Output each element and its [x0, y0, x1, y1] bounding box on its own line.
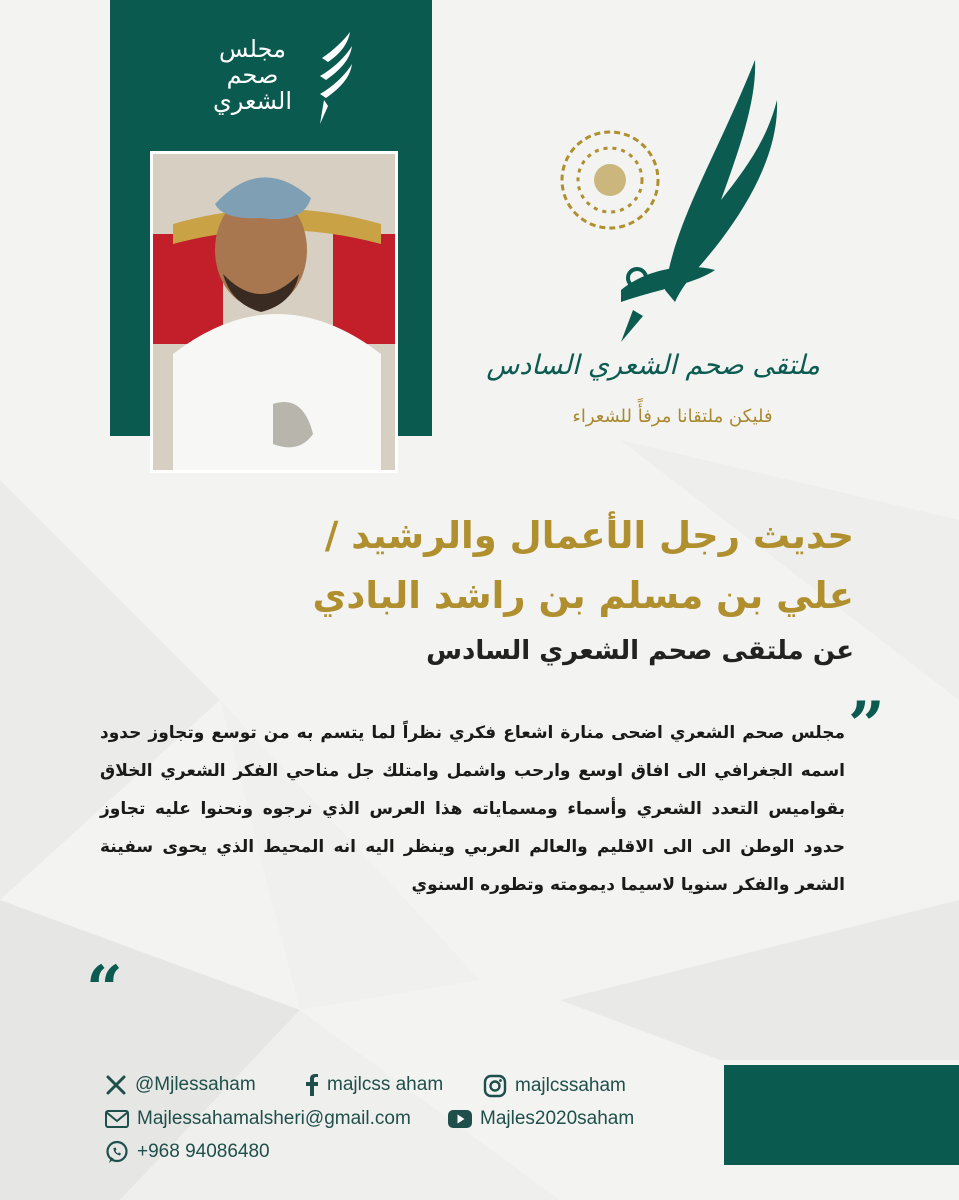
contact-facebook-label: majlcss aham: [327, 1074, 444, 1095]
majlis-logo-text: [190, 36, 315, 114]
majlis-logo-line: مجلس: [219, 35, 286, 63]
heading-title-line2: علي بن مسلم بن راشد البادي: [312, 574, 854, 617]
heading-subtitle: عن ملتقى صحم الشعري السادس: [426, 636, 854, 666]
contact-x[interactable]: [105, 1074, 256, 1096]
contact-whatsapp[interactable]: [105, 1140, 270, 1164]
feather-pen-icon: [316, 28, 356, 128]
event-logo: [486, 40, 825, 440]
contact-facebook[interactable]: [305, 1074, 443, 1096]
contacts: [105, 1074, 705, 1174]
portrait-illustration: [153, 154, 398, 473]
contact-whatsapp-label: +968 94086480: [137, 1141, 270, 1162]
event-name: ملتقى صحم الشعري السادس: [486, 350, 820, 381]
x-logo-icon: [105, 1074, 127, 1096]
contact-instagram-label: majlcssaham: [515, 1075, 626, 1096]
quote-close-icon: “: [86, 952, 123, 1027]
heading-title-line1: حديث رجل الأعمال والرشيد /: [324, 514, 854, 557]
youtube-icon: [448, 1110, 472, 1128]
instagram-icon: [483, 1074, 507, 1098]
contact-x-label: @Mjlessaham: [135, 1074, 256, 1095]
portrait-photo: [150, 151, 398, 473]
majlis-logo-line: صحم: [226, 61, 279, 89]
contact-email-label: Majlessahamalsheri@gmail.com: [137, 1108, 411, 1129]
facebook-icon: [305, 1074, 319, 1096]
email-icon: [105, 1109, 129, 1129]
calligraphy-pen-icon: [525, 40, 825, 350]
majlis-logo: [190, 28, 360, 138]
contact-email[interactable]: [105, 1108, 411, 1130]
majlis-logo-line: الشعري: [213, 87, 292, 115]
contact-instagram[interactable]: [483, 1074, 626, 1098]
contact-youtube[interactable]: [448, 1108, 634, 1130]
whatsapp-icon: [105, 1140, 129, 1164]
quote-open-icon: ”: [848, 688, 885, 763]
quote-body: مجلس صحم الشعري اضحى منارة اشعاع فكري نظراً لما يتسم به من توسع وتجاوز حدود اسمه الجغرافي الى افاق اوسع وارحب واشمل وامتلك جل مناحي الفكر الشعري الخلاق بقواميس التعدد الشعري وأسماء ومسماياته هذا العرس الذي نرجوه ونحنوا عليه تجاوز حدود الوطن الى الى الاقليم والعالم العربي وينظر اليه انه المحيط الذي يحوى سفينة الشعر والفكر سنويا لاسيما ديمومته وتطوره السنوي: [100, 723, 845, 895]
event-slogan: فليكن ملتقانا مرفأً للشعراء: [572, 406, 773, 427]
contact-youtube-label: Majles2020saham: [480, 1108, 635, 1129]
corner-green-block: [724, 1065, 959, 1165]
